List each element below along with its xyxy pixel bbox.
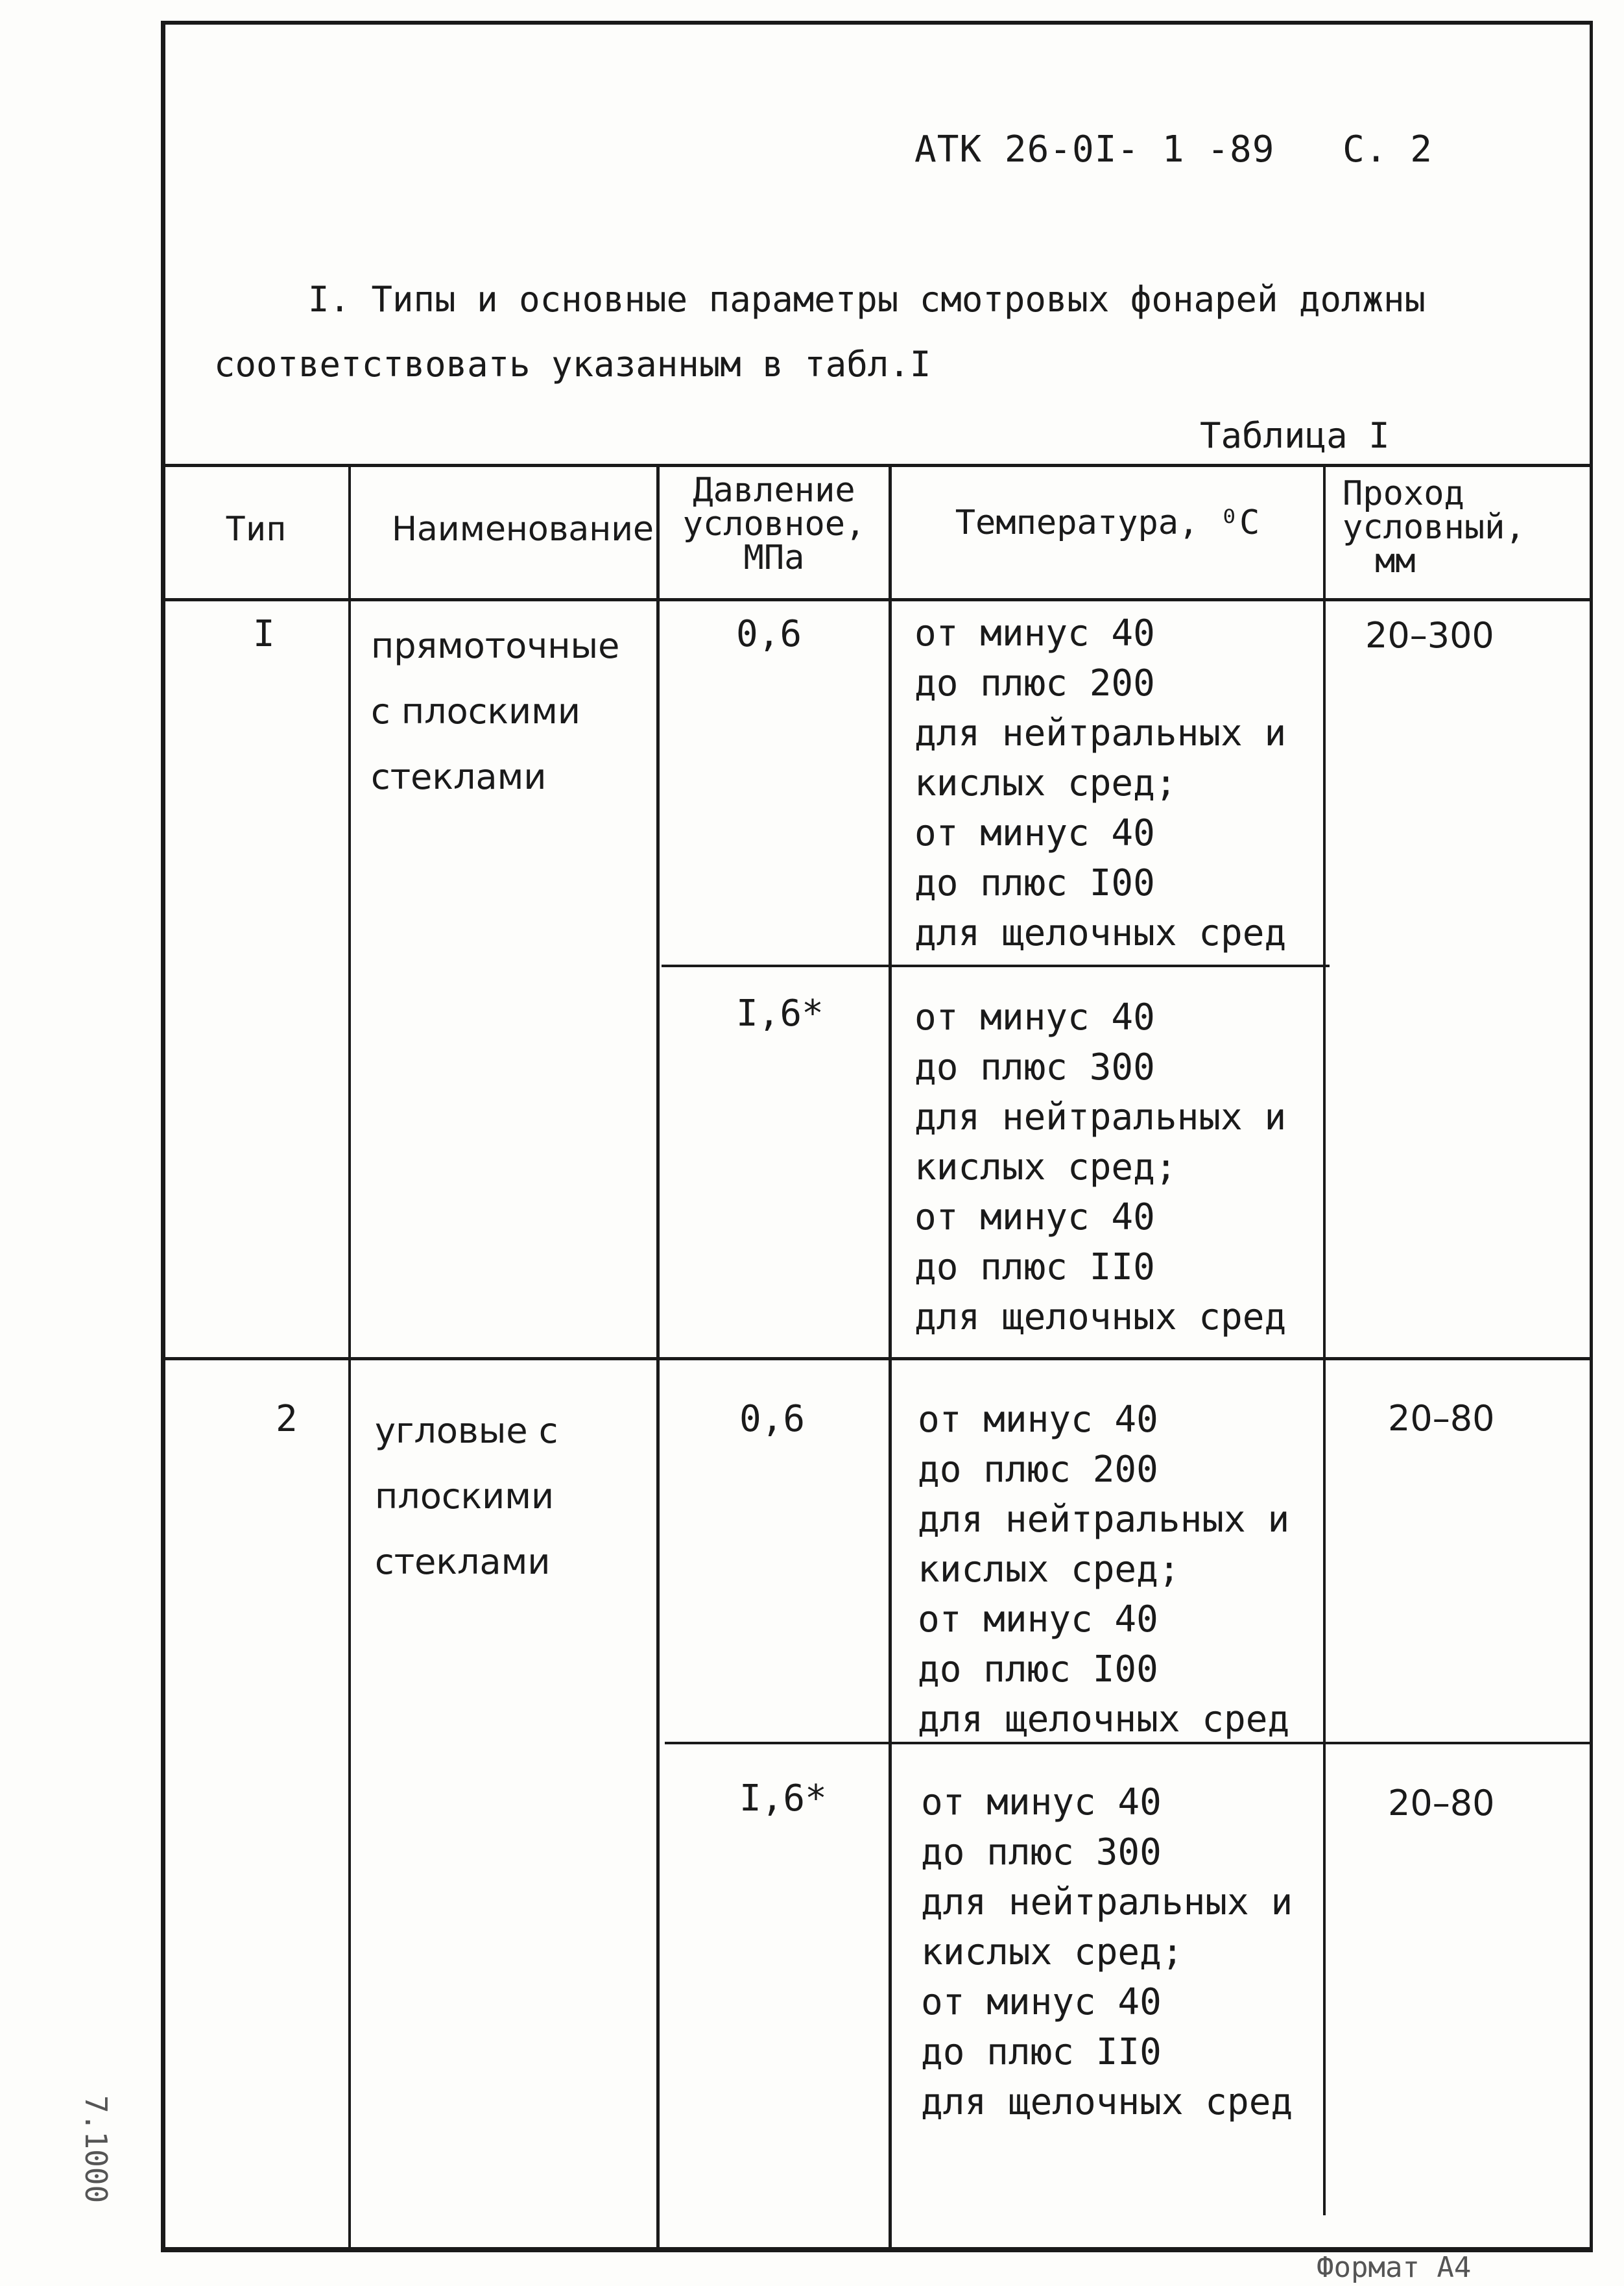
- row1-pressure-b: I,6*: [736, 993, 824, 1035]
- header-pressure: Давление условное, МПа: [682, 471, 866, 577]
- row-separator: [161, 1357, 1593, 1360]
- format-note: Формат А4: [1317, 2251, 1472, 2284]
- row1-passage-a: 20–300: [1365, 615, 1494, 656]
- page-number: С. 2: [1343, 128, 1433, 171]
- header-name: Наименование: [391, 510, 654, 549]
- intro-line-1: I. Типы и основные параметры смотровых фонарей должны: [308, 279, 1426, 320]
- header-temperature: Температура, ⁰С: [955, 503, 1260, 542]
- document-code: АТК 26-0I- 1 -89 С. 2: [914, 128, 1433, 171]
- row1-temp-a: от минус 40 до плюс 200 для нейтральных и кислых сред; от минус 40 до плюс I00 для щелочных сред: [914, 612, 1287, 954]
- row2-temp-a: от минус 40 до плюс 200 для нейтральных и кислых сред; от минус 40 до плюс I00 для щелочных сред: [918, 1399, 1290, 1740]
- header-passage: Проход условный, мм: [1343, 474, 1525, 581]
- row2-temp-b: от минус 40 до плюс 300 для нейтральных и кислых сред; от минус 40 до плюс II0 для щелочных сред: [921, 1781, 1293, 2123]
- intro-line-2: соответствовать указанным в табл.I: [214, 344, 931, 385]
- table-caption: Таблица I: [1200, 415, 1390, 456]
- row1-temp-b: от минус 40 до плюс 300 для нейтральных и кислых сред; от минус 40 до плюс II0 для щелочных сред: [914, 996, 1287, 1338]
- col-rule-3: [889, 464, 892, 2251]
- row2-pressure-b: I,6*: [739, 1777, 827, 1820]
- row2-type: 2: [276, 1398, 298, 1440]
- col-rule-1: [348, 464, 351, 2251]
- header-type: Тип: [225, 510, 287, 549]
- table-header-rule: [161, 598, 1593, 601]
- row1-sub-rule: [662, 965, 1330, 967]
- row2-pressure-a: 0,6: [739, 1398, 806, 1440]
- col-rule-4: [1323, 464, 1326, 2215]
- row1-pressure-a: 0,6: [736, 613, 802, 655]
- row2-passage-b: 20–80: [1388, 1783, 1495, 1823]
- row1-type: I: [253, 613, 275, 655]
- col-rule-2: [656, 464, 660, 2251]
- margin-note: 7.1000: [78, 2095, 113, 2204]
- row2-passage-a: 20–80: [1388, 1398, 1495, 1439]
- table-top-rule: [161, 464, 1593, 467]
- row2-name: угловые с плоскими стеклами: [375, 1410, 558, 1582]
- row1-name: прямоточные с плоскими стеклами: [371, 625, 620, 797]
